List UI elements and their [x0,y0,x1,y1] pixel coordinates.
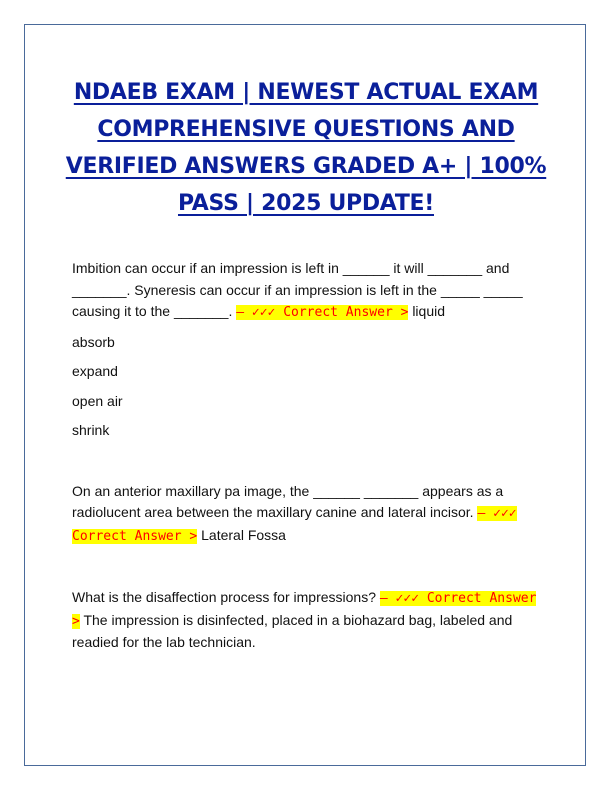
answer-line: expand [72,363,118,379]
answer-text: The impression is disinfected, placed in a biohazard bag, labeled and readied for the lab technician. [72,611,513,650]
question-item [72,587,542,654]
question-list [72,258,542,654]
answer-list [72,332,542,442]
question-text: On an anterior maxillary pa image, the ______ _______ appears as a radiolucent area between the maxillary canine and lateral incisor. [72,482,504,520]
correct-answer-marker: – ✓✓✓ Correct Answer > [72,506,517,544]
correct-answer-marker: – ✓✓✓ Correct Answer > [72,591,537,629]
answer-text: liquid [412,303,446,319]
question-text: What is the disaffection process for impressions? [72,589,376,605]
document-title: NDAEB EXAM | NEWEST ACTUAL EXAM COMPREHENSIVE QUESTIONS AND VERIFIED ANSWERS GRADED A+ | 100% PASS | 2025 UPDATE! [65,80,547,216]
question-item [72,258,542,442]
answer-text: Lateral Fossa [201,526,286,543]
answer-line: shrink [72,422,110,438]
answer-line: absorb [72,333,115,350]
correct-answer-marker: – ✓✓✓ Correct Answer > [236,305,409,320]
answer-line: open air [72,392,123,409]
question-text: Imbition can occur if an impression is left in ______ it will _______ and _______. Syneresis can occur if an impression is left in the _____ _____ causing it to the _______. [72,260,523,319]
question-item [72,481,542,548]
